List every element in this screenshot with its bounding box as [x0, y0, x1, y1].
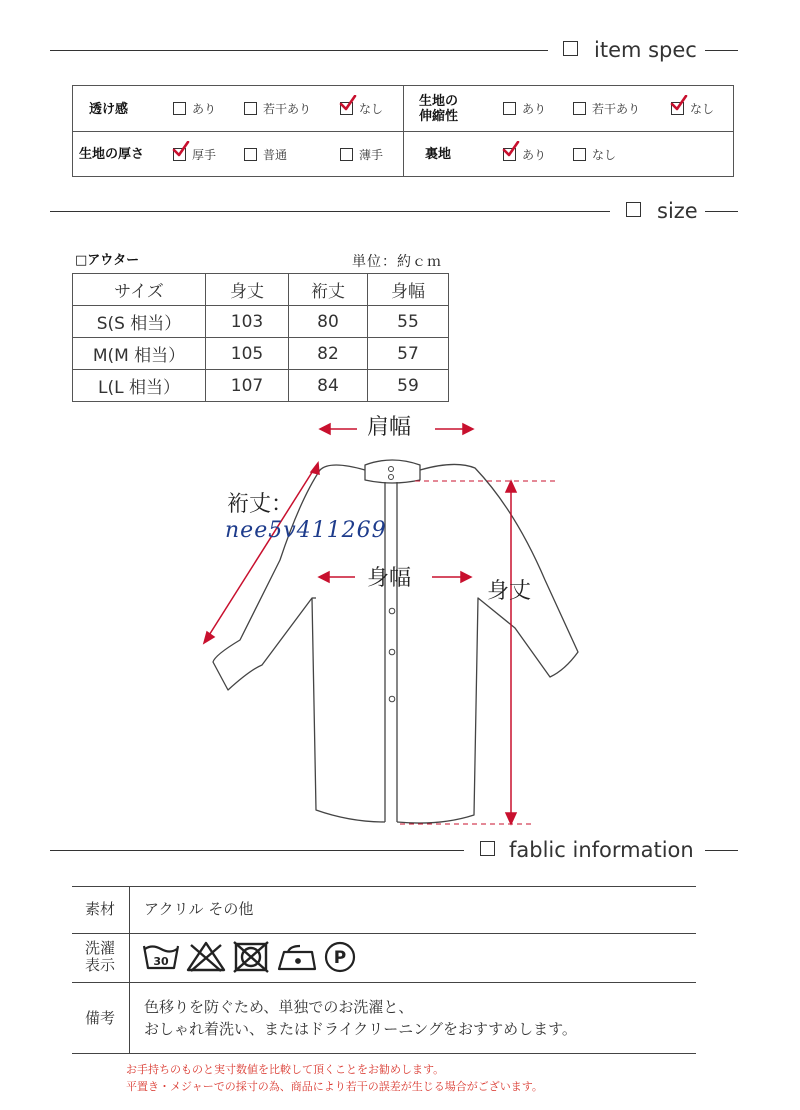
- table-row: [73, 370, 449, 402]
- table-cell: S(S 相当）: [73, 306, 206, 338]
- care-icons: [142, 940, 372, 974]
- dry-clean-p-icon: [326, 943, 354, 971]
- table-header: 裄丈: [289, 274, 368, 306]
- shoulder-width-label: 肩幅: [367, 415, 412, 440]
- checkbox-checked-icon: [173, 148, 186, 161]
- coat-diagram: [0, 400, 800, 840]
- table-row: [73, 306, 449, 338]
- table-cell: 107: [206, 370, 289, 402]
- table-header: 身幅: [368, 274, 449, 306]
- spec-option: あり: [503, 102, 546, 116]
- table-cell: 80: [289, 306, 368, 338]
- no-bleach-icon: [188, 943, 224, 971]
- table-header: サイズ: [73, 274, 206, 306]
- section-rule-right: [705, 50, 738, 51]
- table-cell: 59: [368, 370, 449, 402]
- note-line-1: お手持ちのものと実寸数値を比較して頂くことをお勧めします。: [126, 1063, 445, 1076]
- checkbox-icon: [244, 102, 257, 115]
- unit-label: 単位：約ｃｍ: [352, 254, 442, 270]
- table-header: 身丈: [206, 274, 289, 306]
- table-header-row: [73, 274, 449, 306]
- spec-option: なし: [671, 102, 714, 116]
- table-cell: 105: [206, 338, 289, 370]
- spec-label-lining: 裏地: [425, 147, 452, 162]
- size-table: [72, 273, 449, 402]
- checkbox-icon: [173, 102, 186, 115]
- table-col-divider: [129, 886, 130, 1053]
- item-spec-grid: [72, 85, 734, 177]
- checkbox-icon: [573, 102, 586, 115]
- spec-option: 厚手: [173, 148, 216, 162]
- table-rule: [72, 1053, 696, 1054]
- table-cell: 84: [289, 370, 368, 402]
- checkbox-checked-icon: [671, 102, 684, 115]
- checkbox-square-icon: [480, 841, 495, 856]
- spec-option: 薄手: [340, 148, 383, 162]
- table-rule: [72, 982, 696, 983]
- size-title: size: [626, 201, 698, 222]
- spec-option: なし: [573, 148, 616, 162]
- checkbox-icon: [503, 102, 516, 115]
- remarks-line-1: 色移りを防ぐため、単独でのお洗濯と、: [144, 998, 414, 1016]
- wash-30-icon: [144, 946, 178, 968]
- table-row: [73, 338, 449, 370]
- section-rule-left: [50, 50, 548, 51]
- checkbox-square-icon: [563, 41, 578, 56]
- spec-option: 若干あり: [573, 102, 640, 116]
- remarks-label: 備考: [84, 1009, 115, 1027]
- sleeve-length-label: 裄丈：: [227, 492, 294, 517]
- no-tumble-dry-icon: [234, 942, 268, 972]
- body-length-label: 身丈: [487, 579, 532, 604]
- table-cell: 57: [368, 338, 449, 370]
- table-cell: 55: [368, 306, 449, 338]
- svg-text:30: 30: [153, 955, 169, 968]
- section-rule-left: [50, 850, 464, 851]
- grid-divider: [73, 131, 733, 132]
- table-rule: [72, 886, 696, 887]
- section-rule-right: [705, 211, 738, 212]
- low-iron-icon: [279, 946, 315, 969]
- note-line-2: 平置き・メジャーでの採寸の為、商品により若干の誤差が生じる場合がございます。: [126, 1080, 543, 1093]
- remarks-line-2: おしゃれ着洗い、またはドライクリーニングをおすすめします。: [144, 1020, 577, 1038]
- checkbox-icon: [244, 148, 257, 161]
- material-label: 素材: [84, 900, 115, 918]
- spec-option: あり: [503, 148, 546, 162]
- measurement-arrows: [204, 424, 516, 824]
- spec-option: 若干あり: [244, 102, 311, 116]
- size-heading: □アウター: [75, 253, 140, 268]
- spec-label-thickness: 生地の厚さ: [79, 147, 145, 162]
- table-rule: [72, 933, 696, 934]
- spec-option: 普通: [244, 148, 287, 162]
- watermark: nee5v411269: [225, 518, 387, 543]
- table-cell: 82: [289, 338, 368, 370]
- checkbox-checked-icon: [340, 102, 353, 115]
- spec-label-transparency: 透け感: [89, 102, 129, 117]
- checkbox-icon: [340, 148, 353, 161]
- spec-option: なし: [340, 102, 383, 116]
- fabric-info-title: fablic information: [480, 840, 694, 861]
- spec-option: あり: [173, 102, 216, 116]
- table-cell: 103: [206, 306, 289, 338]
- checkbox-square-icon: [626, 202, 641, 217]
- spec-label-stretch: 生地の 伸縮性: [419, 94, 459, 124]
- care-label: 洗濯 表示: [84, 939, 115, 974]
- section-rule-right: [705, 850, 738, 851]
- item-spec-title: item spec: [563, 40, 697, 61]
- section-rule-left: [50, 211, 610, 212]
- checkbox-icon: [573, 148, 586, 161]
- chest-width-label: 身幅: [367, 566, 412, 591]
- table-cell: M(M 相当）: [73, 338, 206, 370]
- svg-text:P: P: [333, 948, 347, 968]
- material-value: アクリル その他: [144, 900, 254, 918]
- checkbox-checked-icon: [503, 148, 516, 161]
- table-cell: L(L 相当）: [73, 370, 206, 402]
